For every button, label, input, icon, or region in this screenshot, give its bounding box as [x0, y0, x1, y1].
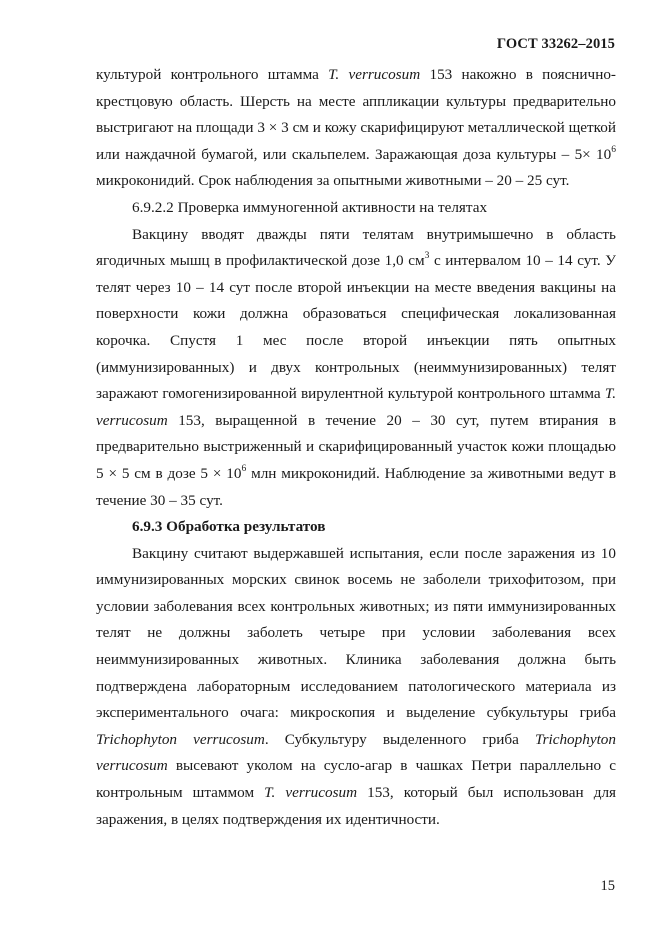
italic-term: Trichophyton verrucosum — [96, 730, 616, 775]
superscript: 3 — [424, 251, 430, 262]
text-run: 6.9.3 Обработка результатов — [132, 518, 326, 536]
text-run: 153, выращенной в течение 20 – 30 сут, путем втирания в предварительно выстриженный и скарифицированный участок кожи площадью 5 × 5 см в дозе 5 × 10 — [96, 411, 616, 482]
section-heading — [96, 514, 616, 541]
document-body — [96, 62, 616, 833]
body-paragraph — [96, 222, 616, 515]
italic-term: T. verrucosum — [96, 385, 616, 429]
text-run: культурой контрольного штамма — [96, 66, 329, 83]
italic-term: T. verrucosum — [328, 66, 421, 83]
page-number: 15 — [600, 878, 615, 894]
italic-term: T. verrucosum — [264, 784, 358, 802]
body-paragraph — [96, 541, 616, 834]
text-run: млн микроконидий. Наблюдение за животными ведут в течение 30 – 35 сут. — [96, 464, 616, 509]
text-run: 153, который был использован для заражения, в целях подтверждения их идентичности. — [96, 784, 617, 828]
superscript: 6 — [611, 144, 616, 155]
document-header-standard: ГОСТ 33262–2015 — [496, 36, 615, 52]
text-run: . Субкультуру выделенного гриба — [264, 730, 535, 748]
body-paragraph — [96, 62, 616, 195]
superscript: 6 — [241, 463, 247, 474]
text-run: микроконидий. Срок наблюдения за опытными животными – 20 – 25 сут. — [96, 172, 570, 190]
text-run: 153 накожно в пояснично-крестцовую область. Шерсть на месте аппликации культуры предварительно выстригают на площади 3 × 3 см и кожу скарифицируют металлической щеткой или наждачной бумагой, или скальпелем. Заражающая доза культуры – 5× 10 — [96, 66, 616, 163]
text-run: Вакцину считают выдержавшей испытания, если после заражения из 10 иммунизированных морских свинок восемь не заболели трихофитозом, при условии заболевания всех контрольных животных; из пяти иммунизированных телят не должны заболеть четыре при условии заболевания всех неиммунизированных животных. Клиника заболевания должна быть подтверждена лабораторным исследованием патологического материала из экспериментального очага: микроскопия и выделение субкультуры гриба — [96, 544, 616, 722]
italic-term: Trichophyton verrucosum — [96, 730, 265, 748]
text-run: с интервалом 10 – 14 сут. У телят через 10 – 14 сут после второй инъекции на месте введения вакцины на поверхности кожи должна образоваться специфическая локализованная корочка. Спустя 1 мес после второй инъекции пять опытных (иммунизированных) и двух контрольных (неиммунизированных) телят заражают гомогенизированной вирулентной культурой контрольного штамма — [96, 252, 616, 403]
text-run: Вакцину вводят дважды пяти телятам внутримышечно в область ягодичных мышц в профилактической дозе 1,0 см — [96, 225, 616, 270]
section-heading — [96, 195, 616, 222]
text-run: высевают уколом на сусло-агар в чашках Петри параллельно с контрольным штаммом — [96, 757, 616, 802]
text-run: 6.9.2.2 Проверка иммуногенной активности на телятах — [132, 198, 488, 216]
